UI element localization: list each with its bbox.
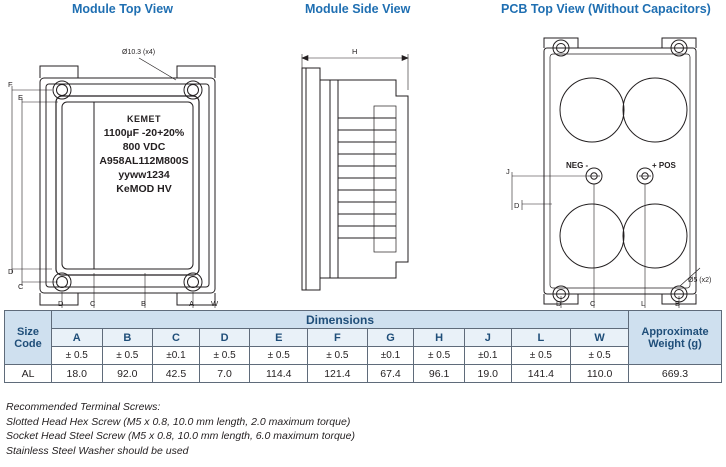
label-brand: KEMET xyxy=(127,114,161,124)
tol-F: ± 0.5 xyxy=(308,347,367,365)
cell-C: 42.5 xyxy=(153,365,200,383)
module-side-view-drawing xyxy=(278,18,478,308)
callout-D2: D xyxy=(58,299,64,308)
tol-H: ± 0.5 xyxy=(414,347,465,365)
table-tolerance-row xyxy=(5,347,722,365)
callout-B2: B xyxy=(675,299,681,308)
tol-J: ±0.1 xyxy=(464,347,511,365)
pcb-top-view-drawing xyxy=(492,18,726,308)
callout-J: J xyxy=(506,167,510,176)
callout-pcb-hole: Ø5 (x2) xyxy=(688,277,712,284)
tol-L: ± 0.5 xyxy=(511,347,570,365)
col-B: B xyxy=(102,329,153,347)
col-L: L xyxy=(511,329,570,347)
label-line5: KeMOD HV xyxy=(116,183,172,195)
col-W: W xyxy=(571,329,629,347)
dimensions-table xyxy=(4,310,722,383)
callout-A: A xyxy=(189,299,195,308)
terminal-negative-label: NEG - xyxy=(566,161,589,170)
cell-A: 18.0 xyxy=(52,365,103,383)
table-header-dimensions: Dimensions xyxy=(52,311,629,329)
callout-E: E xyxy=(18,93,24,102)
col-J: J xyxy=(464,329,511,347)
callout-H: H xyxy=(352,47,358,56)
table-header-weight: Approximate Weight (g) xyxy=(629,311,722,365)
callout-C2: C xyxy=(90,299,96,308)
product-label-block xyxy=(88,112,200,196)
callout-W: W xyxy=(211,299,219,308)
view-title-pcb-top: PCB Top View (Without Capacitors) xyxy=(501,2,711,16)
tol-E: ± 0.5 xyxy=(250,347,308,365)
note-line-4: Stainless Steel Washer should be used xyxy=(6,444,189,457)
cell-weight: 669.3 xyxy=(629,365,722,383)
tol-D: ± 0.5 xyxy=(199,347,250,365)
label-line4: yyww1234 xyxy=(118,169,170,181)
col-F: F xyxy=(308,329,367,347)
note-line-2: Slotted Head Hex Screw (M5 x 0.8, 10.0 mm length, 2.0 maximum torque) xyxy=(6,415,351,428)
label-line3: A958AL112M800S xyxy=(99,155,189,167)
cell-D: 7.0 xyxy=(199,365,250,383)
table-row xyxy=(5,365,722,383)
col-G: G xyxy=(367,329,414,347)
note-line-1: Recommended Terminal Screws: xyxy=(6,401,161,413)
tol-C: ±0.1 xyxy=(153,347,200,365)
col-D: D xyxy=(199,329,250,347)
col-C: C xyxy=(153,329,200,347)
label-line1: 1100µF -20+20% xyxy=(103,127,185,139)
cell-L: 141.4 xyxy=(511,365,570,383)
callout-D3: D xyxy=(514,201,520,210)
cell-G: 67.4 xyxy=(367,365,414,383)
col-A: A xyxy=(52,329,103,347)
tol-W: ± 0.5 xyxy=(571,347,629,365)
tol-B: ± 0.5 xyxy=(102,347,153,365)
callout-D4: D xyxy=(556,299,562,308)
callout-B: B xyxy=(141,299,147,308)
callout-C3: C xyxy=(590,299,596,308)
notes-block xyxy=(6,400,355,458)
terminal-positive-label: + POS xyxy=(652,161,676,170)
cell-J: 19.0 xyxy=(464,365,511,383)
callout-C: C xyxy=(18,282,24,291)
cell-E: 114.4 xyxy=(250,365,308,383)
col-H: H xyxy=(414,329,465,347)
view-title-module-top: Module Top View xyxy=(72,2,173,16)
table-column-labels-row xyxy=(5,329,722,347)
label-line2: 800 VDC xyxy=(122,141,166,153)
cell-size-code: AL xyxy=(5,365,52,383)
callout-D: D xyxy=(8,267,14,276)
col-E: E xyxy=(250,329,308,347)
view-title-module-side: Module Side View xyxy=(305,2,411,16)
cell-F: 121.4 xyxy=(308,365,367,383)
table-header-size-code: Size Code xyxy=(5,311,52,365)
cell-B: 92.0 xyxy=(102,365,153,383)
tol-G: ±0.1 xyxy=(367,347,414,365)
tol-A: ± 0.5 xyxy=(52,347,103,365)
callout-top-hole: Ø10.3 (x4) xyxy=(122,49,156,56)
cell-H: 96.1 xyxy=(414,365,465,383)
note-line-3: Socket Head Steel Screw (M5 x 0.8, 10.0 mm length, 6.0 maximum torque) xyxy=(6,430,355,442)
callout-F: F xyxy=(8,80,13,89)
callout-L: L xyxy=(641,299,646,308)
cell-W: 110.0 xyxy=(571,365,629,383)
